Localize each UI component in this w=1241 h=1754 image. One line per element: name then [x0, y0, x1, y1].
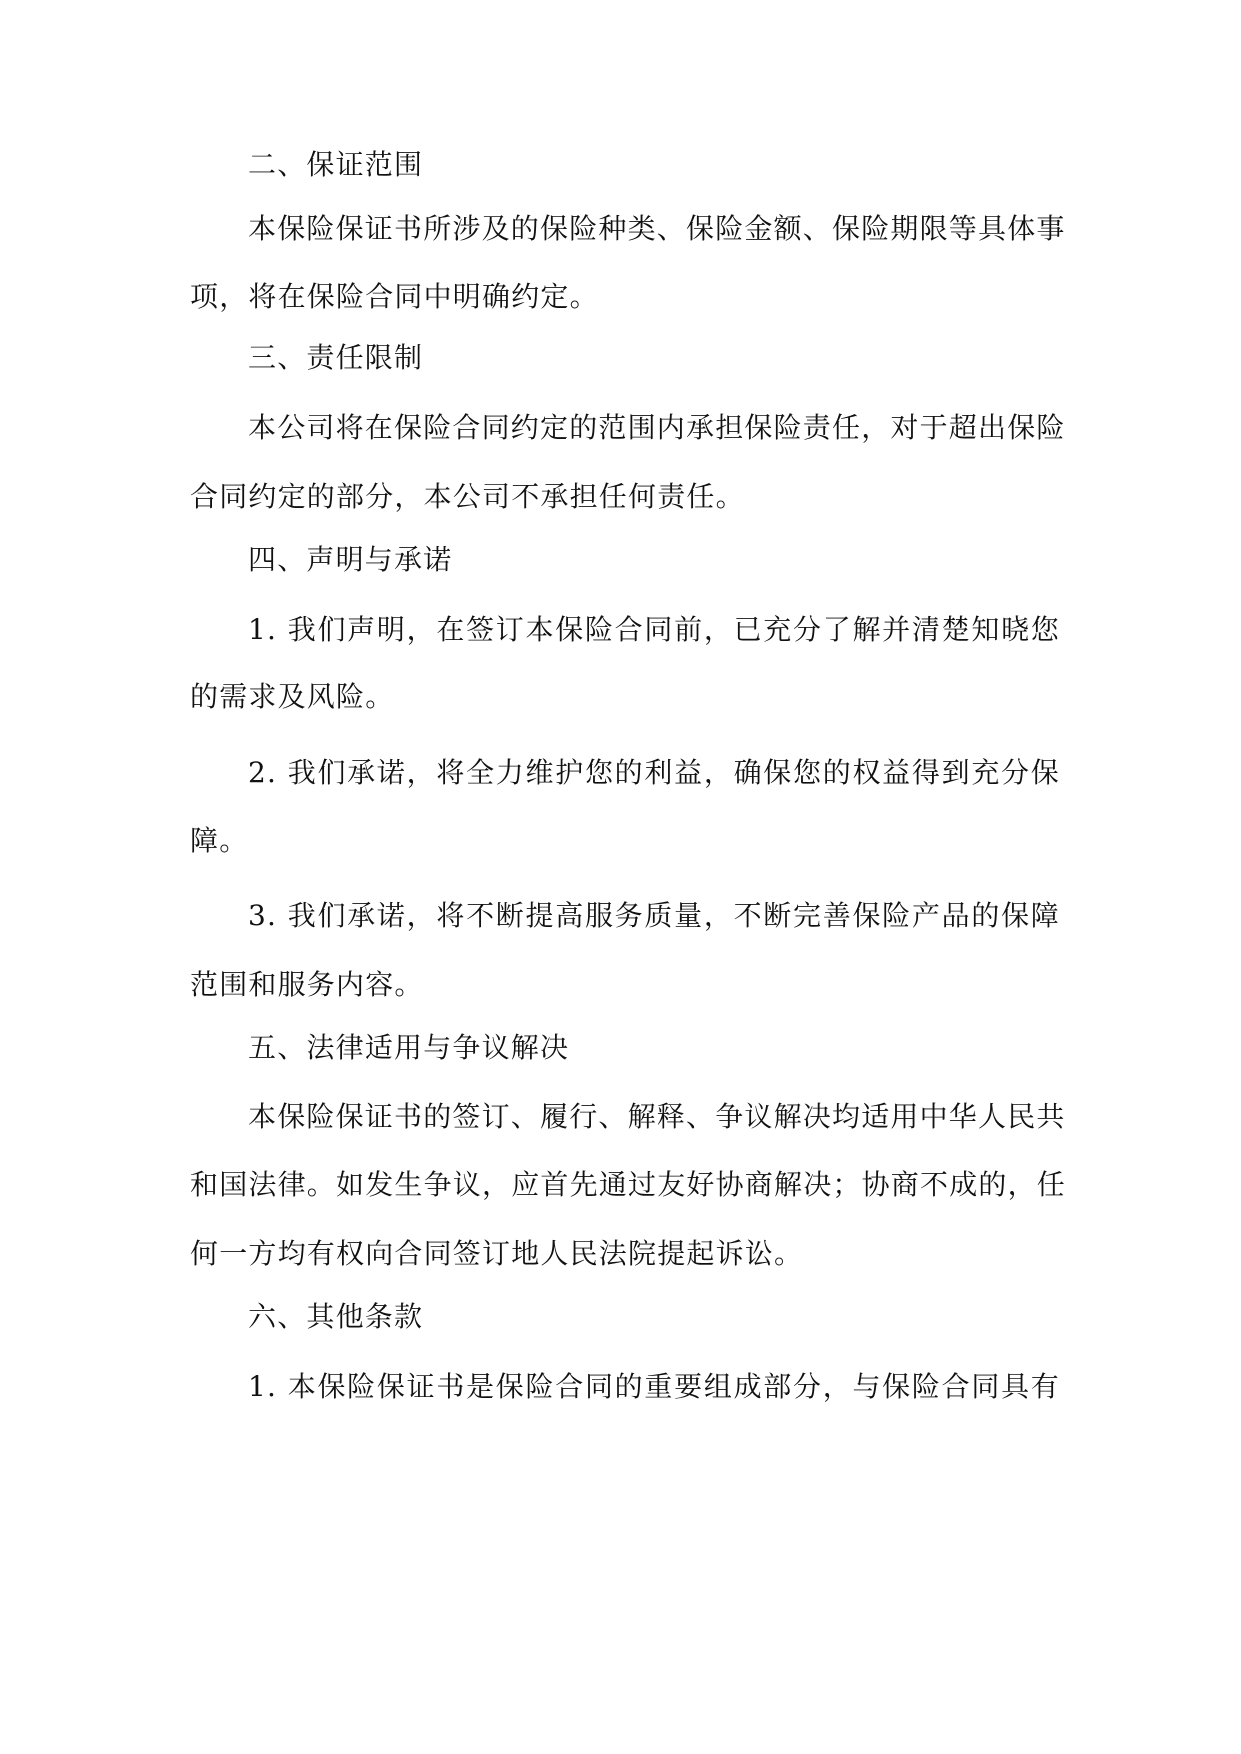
declaration-item-1-line-1: 1. 我们声明，在签订本保险合同前，已充分了解并清楚知晓您 [248, 613, 1060, 646]
scope-paragraph-line-1: 本保险保证书所涉及的保险种类、保险金额、保险期限等具体事 [248, 212, 1066, 245]
declaration-item-3-line-2: 范围和服务内容。 [190, 968, 424, 1001]
section-heading-liability: 三、责任限制 [248, 341, 424, 374]
section-heading-other: 六、其他条款 [248, 1300, 424, 1333]
declaration-item-2-line-1: 2. 我们承诺，将全力维护您的利益，确保您的权益得到充分保 [248, 756, 1060, 789]
section-heading-law: 五、法律适用与争议解决 [248, 1031, 570, 1064]
liability-paragraph-line-1: 本公司将在保险合同约定的范围内承担保险责任，对于超出保险 [248, 411, 1066, 444]
section-heading-scope: 二、保证范围 [248, 148, 424, 181]
law-paragraph-line-3: 何一方均有权向合同签订地人民法院提起诉讼。 [190, 1237, 804, 1270]
law-paragraph-line-2: 和国法律。如发生争议，应首先通过友好协商解决；协商不成的，任 [190, 1168, 1067, 1201]
declaration-item-3-line-1: 3. 我们承诺，将不断提高服务质量，不断完善保险产品的保障 [248, 899, 1060, 932]
declaration-item-2-line-2: 障。 [190, 824, 249, 857]
scope-paragraph-line-2: 项，将在保险合同中明确约定。 [190, 280, 599, 313]
other-item-1-line-1: 1. 本保险保证书是保险合同的重要组成部分，与保险合同具有 [248, 1370, 1060, 1403]
section-heading-declaration: 四、声明与承诺 [248, 543, 453, 576]
declaration-item-1-line-2: 的需求及风险。 [190, 680, 395, 713]
law-paragraph-line-1: 本保险保证书的签订、履行、解释、争议解决均适用中华人民共 [248, 1100, 1066, 1133]
liability-paragraph-line-2: 合同约定的部分，本公司不承担任何责任。 [190, 480, 745, 513]
